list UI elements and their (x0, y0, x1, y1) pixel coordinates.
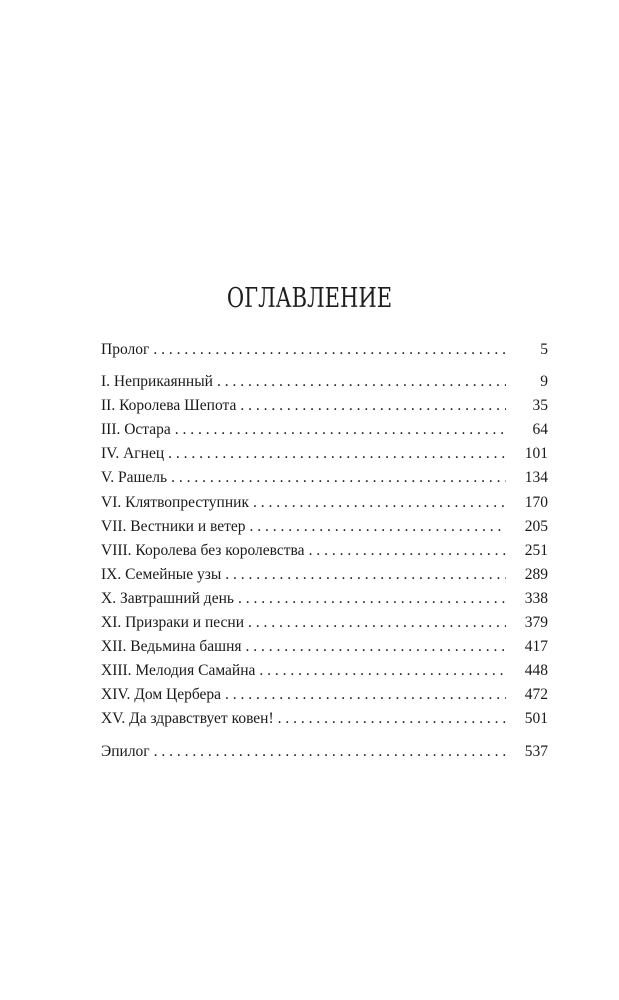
toc-entry (101, 466, 548, 490)
toc-entry-page: 289 (524, 565, 548, 583)
toc-entry-label: Пролог (101, 341, 150, 358)
toc-entry (101, 740, 548, 764)
toc-entry (101, 338, 548, 362)
toc-entry-page: 170 (524, 493, 548, 511)
toc-entry (101, 587, 548, 611)
toc-entry-label: I. Неприкаянный (101, 373, 213, 391)
table-of-contents (101, 338, 548, 764)
toc-entry (101, 442, 548, 466)
toc-entry (101, 563, 548, 587)
toc-entry-label: XIII. Мелодия Самайна (101, 662, 256, 680)
toc-entry (101, 394, 548, 418)
toc-entry-label: X. Завтрашний день (101, 589, 234, 607)
dot-leader (225, 563, 506, 587)
toc-entry (101, 659, 548, 683)
dot-leader (248, 611, 506, 635)
toc-entry (101, 370, 548, 394)
dot-leader (250, 515, 507, 539)
page-title: ОГЛАВЛЕНИЕ (226, 283, 393, 314)
toc-entry-page: 64 (532, 421, 548, 439)
toc-entry (101, 418, 548, 442)
toc-entry-label: XV. Да здравствует ковен! (101, 710, 274, 728)
toc-entry-page: 417 (524, 638, 548, 656)
toc-entry-page: 251 (524, 541, 548, 559)
toc-entry-label: III. Остара (101, 421, 171, 439)
toc-entry-page: 9 (540, 373, 548, 391)
toc-entry-label: VIII. Королева без королевства (101, 541, 305, 559)
dot-leader (259, 659, 506, 683)
toc-entry-page: 101 (524, 445, 548, 463)
dot-leader (246, 635, 506, 659)
toc-entry (101, 611, 548, 635)
toc-entry-page: 537 (524, 742, 548, 760)
toc-entry-page: 338 (524, 589, 548, 607)
dot-leader (253, 491, 506, 515)
dot-leader (217, 370, 506, 394)
toc-entry-page: 134 (524, 469, 548, 487)
dot-leader (238, 587, 506, 611)
toc-entry-label: Эпилог (101, 742, 150, 760)
toc-entry-page: 205 (524, 517, 548, 535)
toc-entry-label: IV. Агнец (101, 445, 165, 463)
toc-entry (101, 635, 548, 659)
dot-leader (278, 707, 506, 731)
dot-leader (309, 539, 506, 563)
toc-entry-label: IX. Семейные узы (101, 565, 222, 583)
toc-entry-page: 448 (524, 662, 548, 680)
toc-entry (101, 683, 548, 707)
toc-entry-label: VII. Вестники и ветер (101, 517, 246, 535)
toc-entry (101, 515, 548, 539)
toc-entry (101, 707, 548, 731)
dot-leader (175, 418, 506, 442)
dot-leader (153, 338, 506, 362)
toc-entry-page: 501 (524, 710, 548, 728)
dot-leader (240, 394, 506, 418)
toc-entry (101, 539, 548, 563)
toc-entry-label: XI. Призраки и песни (101, 614, 244, 632)
dot-leader (154, 740, 506, 764)
toc-entry-label: V. Рашель (101, 469, 168, 487)
toc-entry-label: II. Королева Шепота (101, 397, 237, 415)
toc-entry-page: 379 (524, 614, 548, 632)
dot-leader (168, 442, 506, 466)
toc-entry-page: 5 (540, 341, 548, 358)
toc-entry-label: XIV. Дом Цербера (101, 686, 222, 704)
dot-leader (225, 683, 506, 707)
dot-leader (171, 466, 506, 490)
toc-entry-label: XII. Ведьмина башня (101, 638, 242, 656)
toc-entry-page: 35 (532, 397, 548, 415)
toc-entry-page: 472 (524, 686, 548, 704)
toc-entry (101, 491, 548, 515)
toc-entry-label: VI. Клятвопреступник (101, 493, 249, 511)
